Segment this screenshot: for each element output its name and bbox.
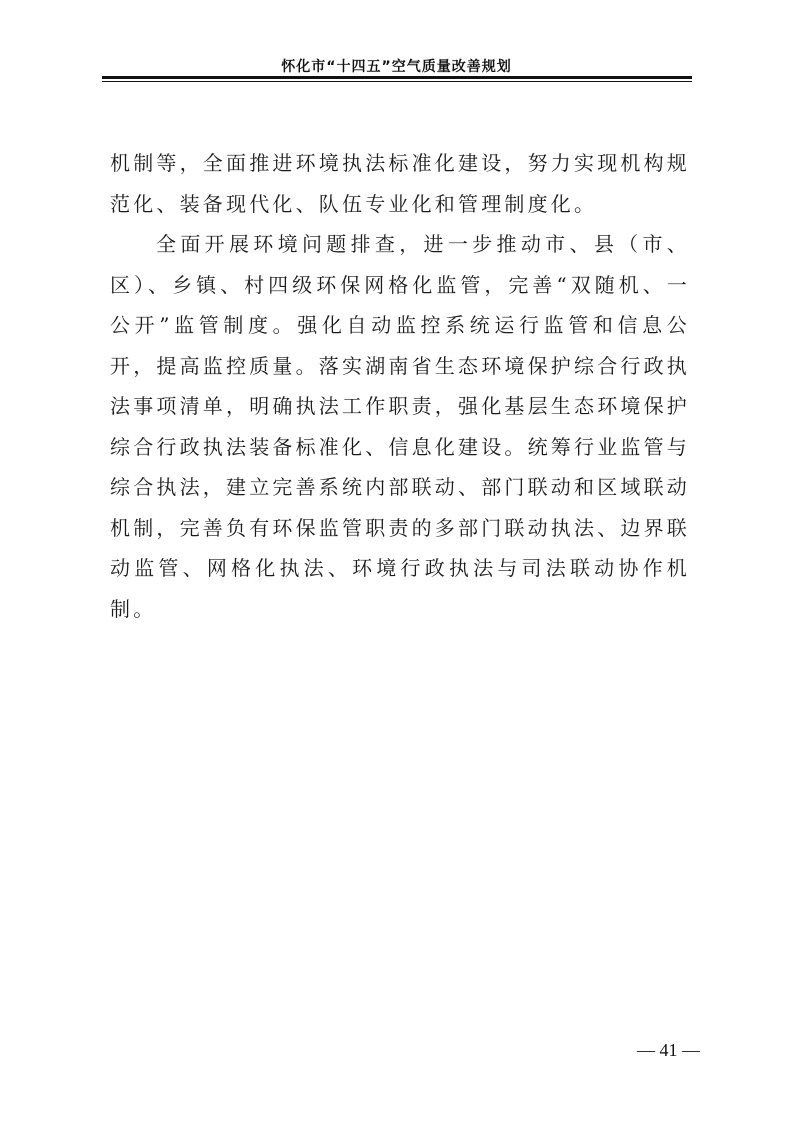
page-number: — 41 — [637,1040,700,1060]
paragraph-enforcement: 全面开展环境问题排查，进一步推动市、县（市、区）、乡镇、村四级环保网格化监管，完善“双随机、一公开”监管制度。强化自动监控系统运行监管和信息公开，提高监控质量。落实湖南省生态环境保护综合行政执法事项清单，明确执法工作职责，强化基层生态环境保护综合行政执法装备标准化、信息化建设。统筹行业监管与综合执法，建立完善系统内部联动、部门联动和区域联动机制，完善负有环保监管职责的多部门联动执法、边界联动监管、网格化执法、环境行政执法与司法联动协作机制。 [110,232,690,621]
header-divider-thin [102,81,692,82]
body-text [110,143,690,629]
paragraph-continuation: 机制等，全面推进环境执法标准化建设，努力实现机构规范化、装备现代化、队伍专业化和管理制度化。 [110,151,690,216]
header-divider-thick [102,76,692,79]
running-header-title: 怀化市“十四五”空气质量改善规划 [281,59,512,75]
